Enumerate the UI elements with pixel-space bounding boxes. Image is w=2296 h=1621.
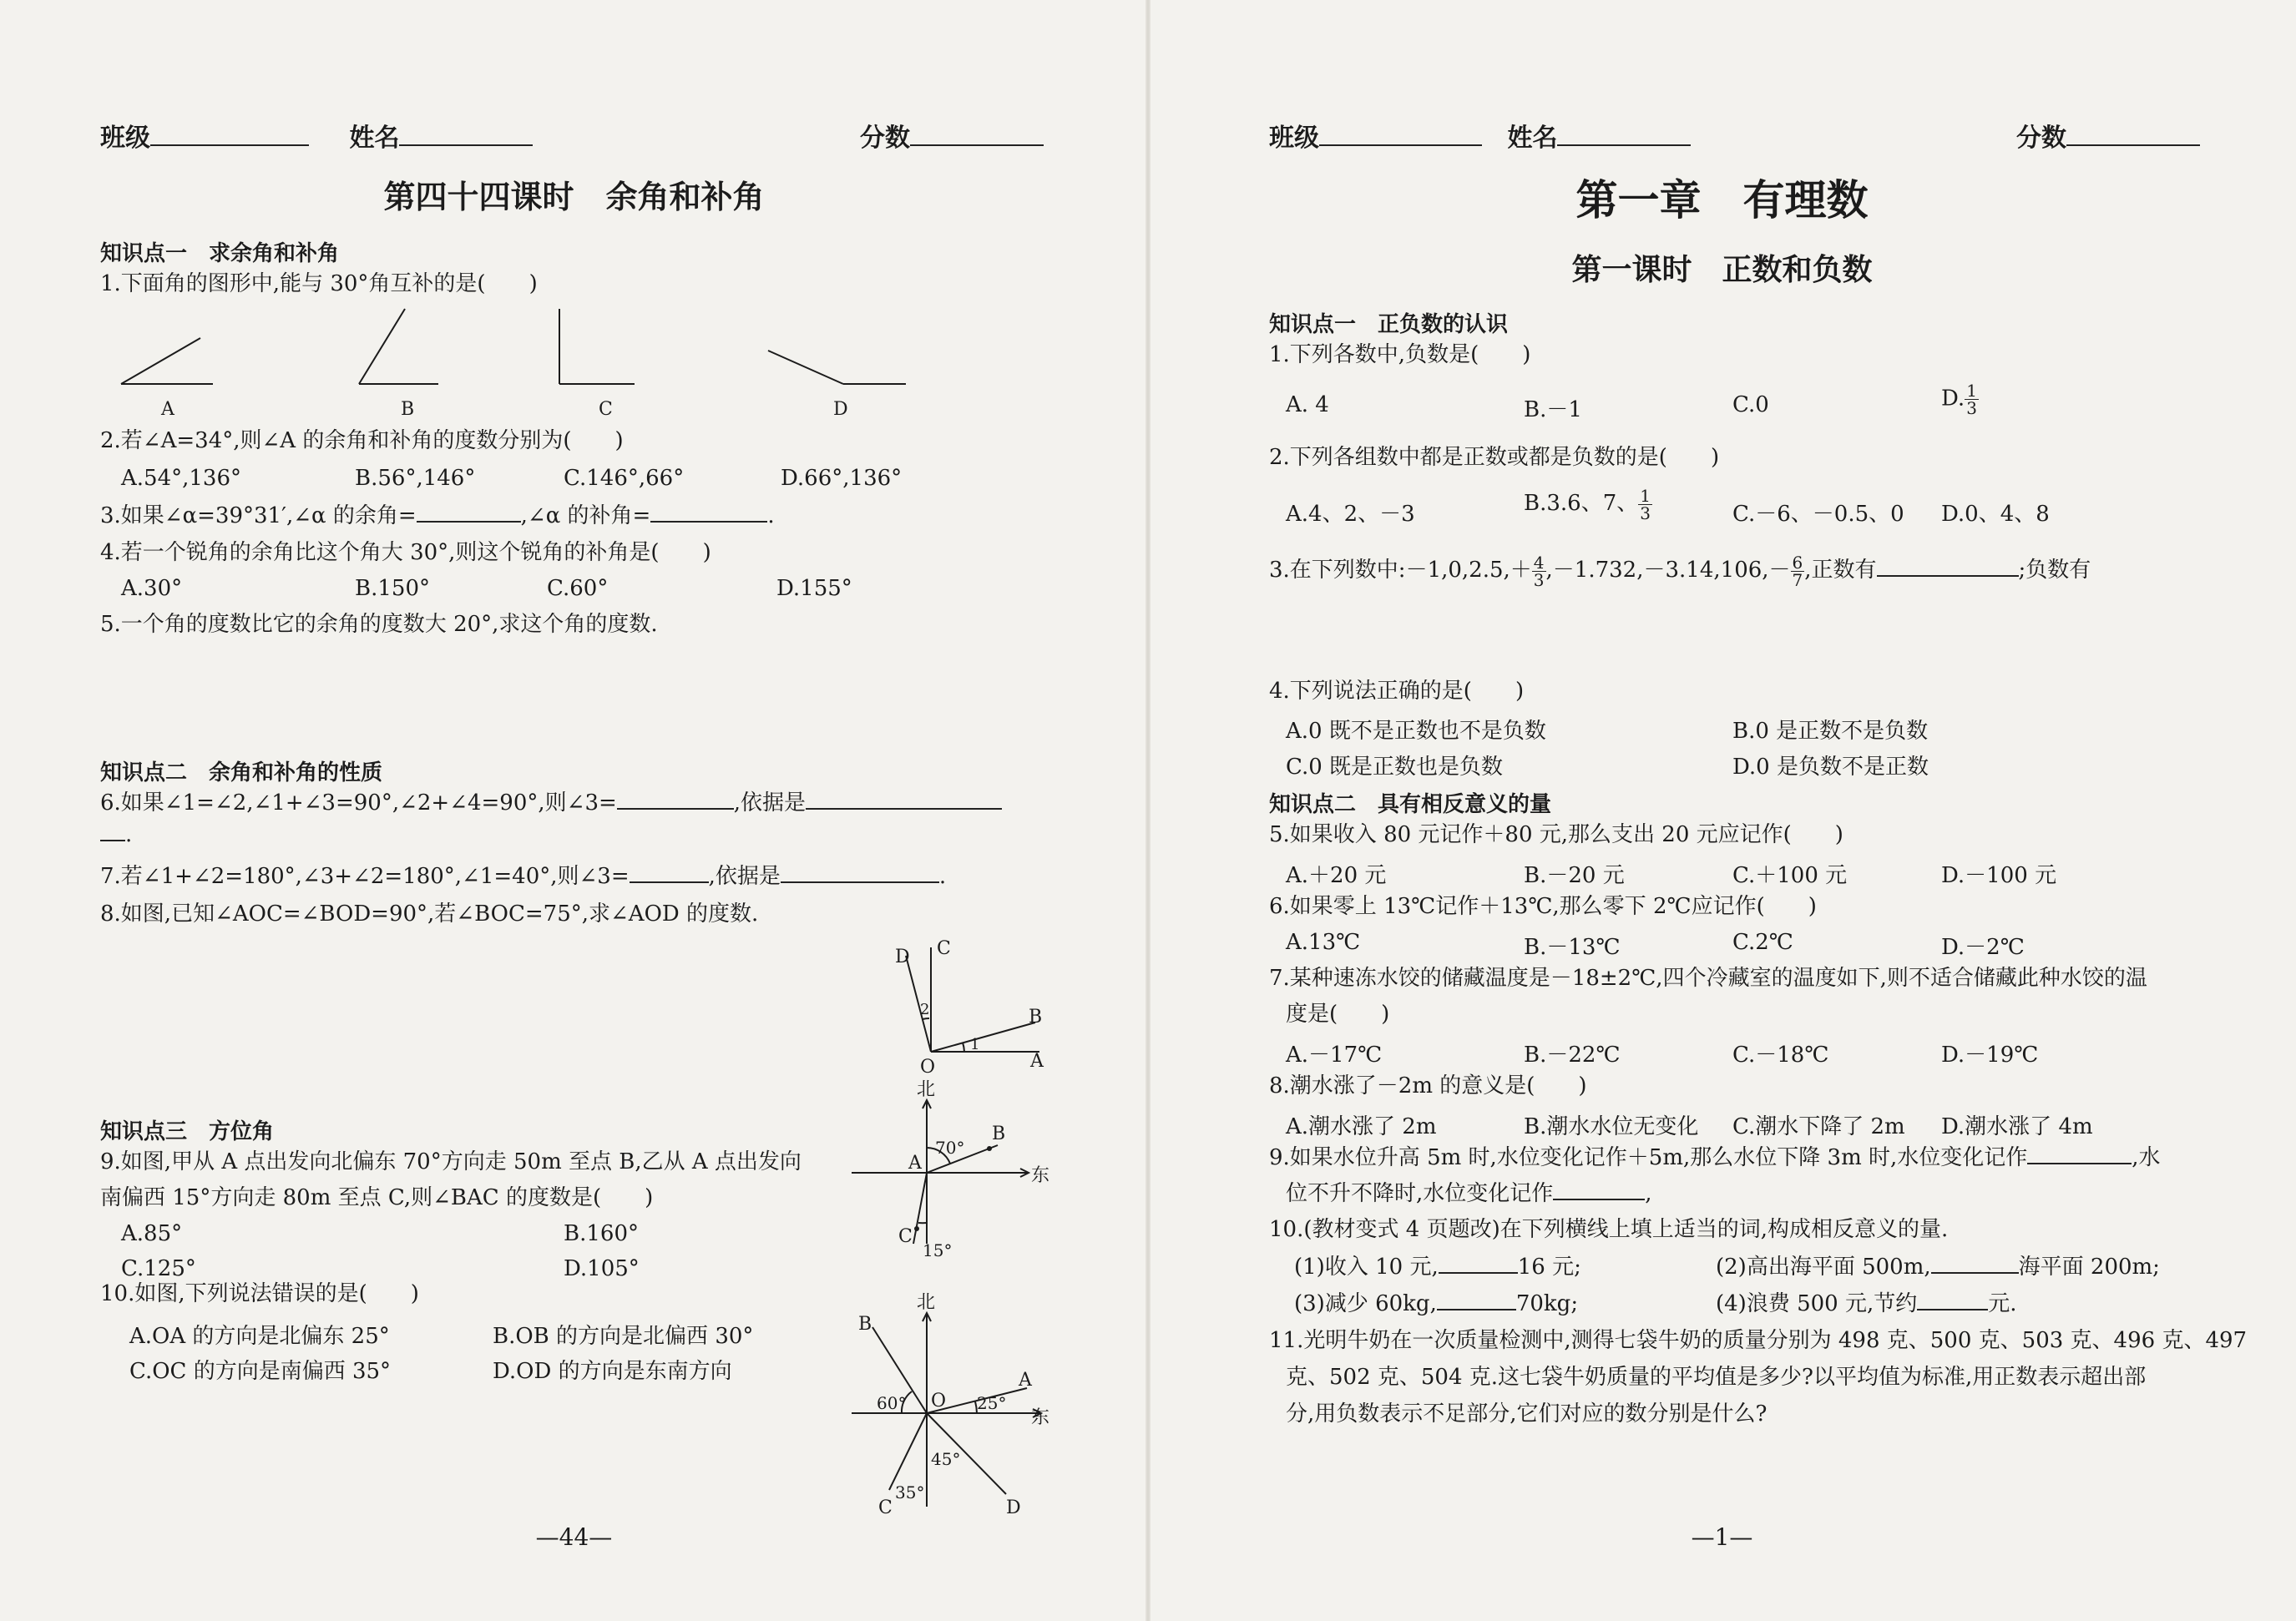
question-8: 8.如图,已知∠AOC=∠BOD=90°,若∠BOC=75°,求∠AOD 的度数. (100, 901, 759, 927)
q7-option-b: B.－22℃ (1524, 1043, 1621, 1068)
svg-text:D: D (895, 947, 910, 967)
svg-text:60°: 60° (877, 1393, 907, 1413)
name-blank (399, 119, 533, 146)
q6-option-a: A.13℃ (1286, 930, 1361, 955)
q2-option-b: B.3.6、7、 $\frac{1}{3}$ (1524, 485, 1651, 523)
chapter-title: 第一章 有理数 (1575, 175, 1869, 225)
q9-option-d: D.105° (564, 1256, 640, 1281)
class-blank (150, 119, 309, 146)
q9-blank-2 (1553, 1177, 1645, 1200)
q10-option-b: B.OB 的方向是北偏西 30° (493, 1324, 754, 1349)
q4-option-b: B.150° (355, 576, 430, 601)
q10-part-2: (2)高出海平面 500m, 海平面 200m; (1716, 1250, 2160, 1284)
q10-option-d: D.OD 的方向是东南方向 (493, 1359, 732, 1384)
name-label: 姓名 (1507, 124, 1558, 153)
question-1: 1.下面角的图形中,能与 30°角互补的是( ) (100, 271, 538, 296)
question-9-line1: 9.如果水位升高 5m 时,水位变化记作＋5m,那么水位下降 3m 时,水位变化记作 ,水 (1269, 1141, 2161, 1174)
q8-option-c: C.潮水下降了 2m (1732, 1114, 1905, 1139)
svg-text:O: O (920, 1057, 936, 1078)
q7-option-c: C.－18℃ (1732, 1043, 1829, 1068)
q10-figure (843, 1290, 1065, 1519)
svg-text:B: B (1029, 1007, 1043, 1028)
q2-option-c: C.146°,66° (564, 466, 685, 491)
section-heading-1: 知识点一 正负数的认识 (1269, 312, 1509, 337)
q3-blank-1 (417, 499, 521, 523)
q9-figure (843, 1077, 1065, 1269)
q5-option-c: C.＋100 元 (1732, 863, 1848, 888)
question-7-line1: 7.某种速冻水饺的储藏温度是－18±2℃,四个冷藏室的温度如下,则不适合储藏此种水饺的温 (1269, 966, 2147, 991)
page-number: —44— (535, 1523, 613, 1551)
class-label: 班级 (100, 124, 150, 153)
q10-part-3: (3)减少 60kg, 70kg; (1294, 1287, 1578, 1321)
q6-option-c: C.2℃ (1732, 930, 1793, 955)
q9-option-c: C.125° (121, 1256, 196, 1281)
svg-text:C: C (898, 1226, 913, 1247)
q1-label-d: D (833, 399, 848, 420)
q8-figure (885, 931, 1052, 1081)
q3-blank-1 (1877, 553, 2019, 577)
q8-option-b: B.潮水水位无变化 (1524, 1114, 1699, 1139)
q7-blank-1 (630, 860, 709, 883)
q4-option-a: A.30° (121, 576, 183, 601)
q4-option-d: D.0 是负数不是正数 (1732, 755, 1929, 780)
question-3: 3.如果∠α=39°31′,∠α 的余角= ,∠α 的补角= . (100, 499, 775, 533)
q6-option-b: B.－13℃ (1524, 935, 1621, 960)
q5-option-a: A.＋20 元 (1286, 863, 1387, 888)
q7-blank-2 (781, 860, 939, 883)
q6-option-d: D.－2℃ (1941, 935, 2025, 960)
q4-option-c: C.0 既是正数也是负数 (1286, 755, 1504, 780)
q2-option-a: A.54°,136° (121, 466, 242, 491)
q3-blank-2 (650, 499, 767, 523)
question-5: 5.一个角的度数比它的余角的度数大 20°,求这个角的度数. (100, 612, 658, 637)
q8-option-d: D.潮水涨了 4m (1941, 1114, 2093, 1139)
question-10: 10.如图,下列说法错误的是( ) (100, 1281, 419, 1306)
q1-option-c: C.0 (1732, 392, 1769, 417)
q7-option-a: A.－17℃ (1286, 1043, 1383, 1068)
q1-label-a: A (161, 399, 174, 420)
question-5: 5.如果收入 80 元记作＋80 元,那么支出 20 元应记作( ) (1269, 822, 1843, 847)
question-10: 10.(教材变式 4 页题改)在下列横线上填上适当的词,构成相反意义的量. (1269, 1217, 1949, 1242)
question-7-line2: 度是( ) (1286, 1002, 1390, 1027)
lesson-title: 第四十四课时 余角和补角 (383, 178, 765, 215)
question-11-line1: 11.光明牛奶在一次质量检测中,测得七袋牛奶的质量分别为 498 克、500 克、503 克、496 克、497 (1269, 1328, 2248, 1353)
section-heading-2: 知识点二 余角和补角的性质 (100, 760, 383, 785)
question-9-line2: 南偏西 15°方向走 80m 至点 C,则∠BAC 的度数是( ) (100, 1185, 654, 1210)
q10-part-1: (1)收入 10 元, 16 元; (1294, 1250, 1581, 1284)
svg-text:A: A (908, 1153, 922, 1174)
question-1: 1.下列各数中,负数是( ) (1269, 342, 1531, 367)
question-9-line1: 9.如图,甲从 A 点出发向北偏东 70°方向走 50m 至点 B,乙从 A 点出发向 (100, 1149, 802, 1174)
q9-option-a: A.85° (121, 1221, 183, 1246)
svg-text:35°: 35° (895, 1482, 925, 1502)
svg-text:东: 东 (1031, 1407, 1050, 1428)
question-8: 8.潮水涨了－2m 的意义是( ) (1269, 1073, 1587, 1098)
score-label: 分数 (2016, 124, 2066, 153)
svg-text:45°: 45° (931, 1449, 961, 1469)
svg-text:15°: 15° (923, 1240, 953, 1260)
svg-text:C: C (937, 938, 951, 959)
q4-option-b: B.0 是正数不是负数 (1732, 719, 1929, 744)
question-11-line2: 克、502 克、504 克.这七袋牛奶质量的平均值是多少?以平均值为标准,用正数表示超出部 (1286, 1365, 2147, 1390)
q9-blank-1 (2027, 1141, 2132, 1164)
q6-blank-1 (617, 786, 734, 810)
svg-text:东: 东 (1031, 1165, 1050, 1186)
question-4: 4.若一个锐角的余角比这个角大 30°,则这个锐角的补角是( ) (100, 540, 711, 565)
q8-option-a: A.潮水涨了 2m (1286, 1114, 1437, 1139)
q6-blank-2 (806, 786, 1002, 810)
section-heading-1: 知识点一 求余角和补角 (100, 241, 340, 266)
svg-text:70°: 70° (935, 1138, 965, 1158)
svg-text:25°: 25° (977, 1393, 1007, 1413)
q2-option-b: B.56°,146° (355, 466, 476, 491)
question-2: 2.下列各组数中都是正数或都是负数的是( ) (1269, 445, 1720, 470)
question-11-line3: 分,用负数表示不足部分,它们对应的数分别是什么? (1286, 1401, 1768, 1427)
svg-text:A: A (1030, 1051, 1044, 1072)
q2-option-a: A.4、2、－3 (1286, 502, 1415, 527)
svg-text:北: 北 (917, 1079, 936, 1100)
question-6: 6.如果零上 13℃记作＋13℃,那么零下 2℃应记作( ) (1269, 894, 1817, 919)
q9-option-b: B.160° (564, 1221, 639, 1246)
section-heading-3: 知识点三 方位角 (100, 1119, 275, 1144)
q1-label-c: C (599, 399, 613, 420)
svg-text:2: 2 (920, 1001, 930, 1018)
q2-option-d: D.0、4、8 (1941, 502, 2050, 527)
score-blank (2066, 119, 2200, 146)
svg-text:B: B (992, 1124, 1006, 1144)
score-row (2016, 117, 2200, 154)
score-row (860, 117, 1044, 154)
right-page (1148, 0, 2296, 1621)
question-2: 2.若∠A=34°,则∠A 的余角和补角的度数分别为( ) (100, 428, 624, 453)
score-label: 分数 (860, 124, 910, 153)
question-6-cont: . (100, 818, 132, 851)
question-7: 7.若∠1+∠2=180°,∠3+∠2=180°,∠1=40°,则∠3= ,依据是 . (100, 860, 946, 893)
name-blank (1557, 119, 1691, 146)
q10-option-a: A.OA 的方向是北偏东 25° (129, 1324, 390, 1349)
question-6: 6.如果∠1=∠2,∠1+∠3=90°,∠2+∠4=90°,则∠3= ,依据是 (100, 786, 1002, 820)
q7-option-d: D.－19℃ (1941, 1043, 2039, 1068)
question-9-line2: 位不升不降时,水位变化记作 , (1286, 1177, 1652, 1210)
svg-text:1: 1 (970, 1036, 980, 1053)
section-heading-2: 知识点二 具有相反意义的量 (1269, 792, 1552, 817)
svg-text:B: B (858, 1314, 872, 1335)
question-3: 3.在下列数中:－1,0,2.5,＋ $\frac{4}{3}$ ,－1.732,－3.14,106,－ $\frac{6}{7}$ ,正数有 ;负数有 (1269, 552, 2091, 590)
q1-option-a: A. 4 (1286, 392, 1329, 417)
class-label: 班级 (1269, 124, 1319, 153)
q2-option-c: C.－6、－0.5、0 (1732, 502, 1904, 527)
score-blank (910, 119, 1044, 146)
header-row (1269, 117, 1691, 154)
svg-text:A: A (1019, 1370, 1032, 1391)
svg-text:O: O (931, 1391, 947, 1411)
q5-option-d: D.－100 元 (1941, 863, 2057, 888)
lesson-title: 第一课时 正数和负数 (1571, 252, 1873, 287)
q4-option-a: A.0 既不是正数也不是负数 (1286, 719, 1546, 744)
q1-angle-figures (109, 305, 943, 426)
q1-option-d: D. $\frac{1}{3}$ (1941, 381, 1977, 418)
class-blank (1319, 119, 1482, 146)
question-4: 4.下列说法正确的是( ) (1269, 679, 1525, 704)
q4-option-c: C.60° (547, 576, 609, 601)
svg-text:D: D (1006, 1497, 1021, 1518)
page-number: —1— (1691, 1523, 1753, 1551)
svg-text:C: C (878, 1497, 893, 1518)
q2-option-d: D.66°,136° (781, 466, 903, 491)
name-label: 姓名 (349, 124, 400, 153)
q1-label-b: B (401, 399, 415, 420)
q10-option-c: C.OC 的方向是南偏西 35° (129, 1359, 392, 1384)
q5-option-b: B.－20 元 (1524, 863, 1625, 888)
q4-option-d: D.155° (776, 576, 852, 601)
q1-option-b: B.－1 (1524, 397, 1582, 422)
svg-text:北: 北 (917, 1292, 936, 1313)
q10-part-4: (4)浪费 500 元,节约 元. (1716, 1287, 2017, 1321)
header-row (100, 117, 533, 154)
